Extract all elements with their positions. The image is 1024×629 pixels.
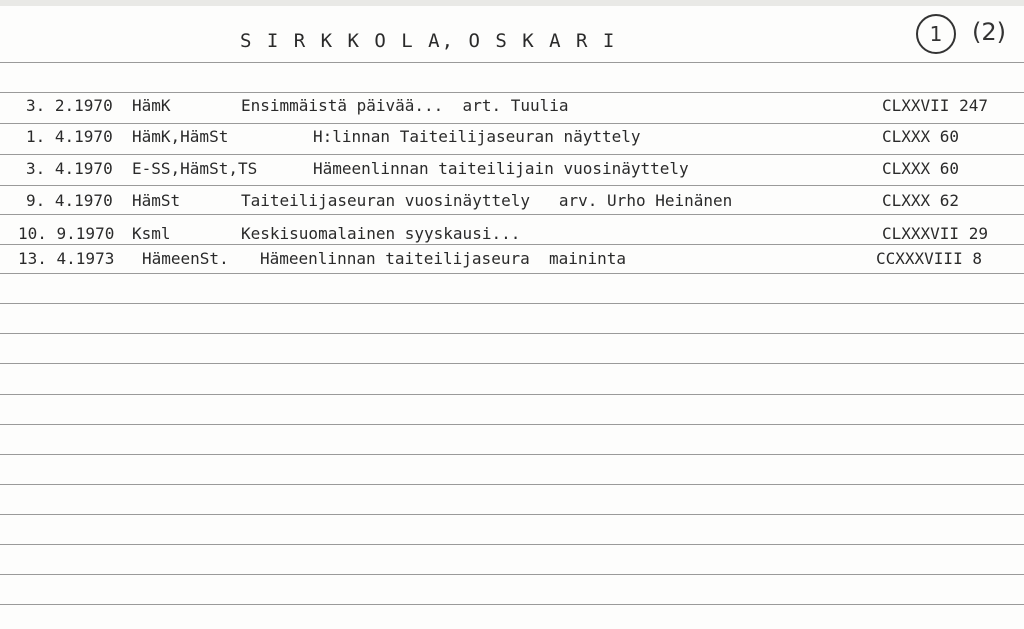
- circled-number-mark: [916, 14, 956, 54]
- entry-text: Taiteilijaseuran vuosinäyttely arv. Urho Heinänen: [241, 191, 733, 210]
- entry-text: Hämeenlinnan taiteilijain vuosinäyttely: [313, 159, 689, 178]
- entry-row: [0, 96, 1024, 120]
- entry-text: H:linnan Taiteilijaseuran näyttely: [313, 127, 641, 146]
- entry-row: [0, 127, 1024, 151]
- card-rule: [0, 185, 1024, 186]
- entry-row: [0, 249, 1024, 273]
- card-rule: [0, 123, 1024, 124]
- entry-reference: CLXXX 60: [882, 159, 960, 178]
- card-rule: [0, 333, 1024, 334]
- card-rule: [0, 62, 1024, 63]
- entry-source: HämK,HämSt: [132, 127, 229, 146]
- card-rule: [0, 454, 1024, 455]
- entry-text: Keskisuomalainen syyskausi...: [241, 224, 521, 243]
- entry-source: HämeenSt.: [142, 249, 229, 268]
- entry-date: 13. 4.1973: [18, 249, 115, 268]
- card-rule: [0, 514, 1024, 515]
- entry-date: 3. 4.1970: [26, 159, 113, 178]
- entry-reference: CLXXVII 247: [882, 96, 988, 115]
- card-rule: [0, 363, 1024, 364]
- entry-text: Hämeenlinnan taiteilijaseura maininta: [260, 249, 627, 268]
- entry-row: [0, 191, 1024, 215]
- card-rule: [0, 273, 1024, 274]
- entry-reference: CLXXXVII 29: [882, 224, 988, 243]
- card-rule: [0, 394, 1024, 395]
- entry-date: 3. 2.1970: [26, 96, 113, 115]
- circled-number-text: 1: [929, 22, 943, 46]
- entry-row: [0, 159, 1024, 183]
- card-rule: [0, 574, 1024, 575]
- card-title: S I R K K O L A, O S K A R I: [240, 30, 617, 52]
- entry-source: HämK: [132, 96, 171, 115]
- card-rule: [0, 303, 1024, 304]
- card-rule: [0, 92, 1024, 93]
- card-top-edge: [0, 0, 1024, 6]
- entry-reference: CCXXXVIII 8: [876, 249, 982, 268]
- entry-row: [0, 224, 1024, 248]
- entry-text: Ensimmäistä päivää... art. Tuulia: [241, 96, 569, 115]
- entry-reference: CLXXX 62: [882, 191, 960, 210]
- entry-date: 10. 9.1970: [18, 224, 115, 243]
- entry-reference: CLXXX 60: [882, 127, 960, 146]
- parenthesized-number-mark: (2): [972, 18, 1006, 46]
- card-rule: [0, 424, 1024, 425]
- entry-source: HämSt: [132, 191, 181, 210]
- card-rule: [0, 484, 1024, 485]
- card-rule: [0, 154, 1024, 155]
- entry-date: 1. 4.1970: [26, 127, 113, 146]
- entry-source: E-SS,HämSt,TS: [132, 159, 258, 178]
- entry-date: 9. 4.1970: [26, 191, 113, 210]
- card-rule: [0, 604, 1024, 605]
- entry-source: Ksml: [132, 224, 171, 243]
- card-rule: [0, 544, 1024, 545]
